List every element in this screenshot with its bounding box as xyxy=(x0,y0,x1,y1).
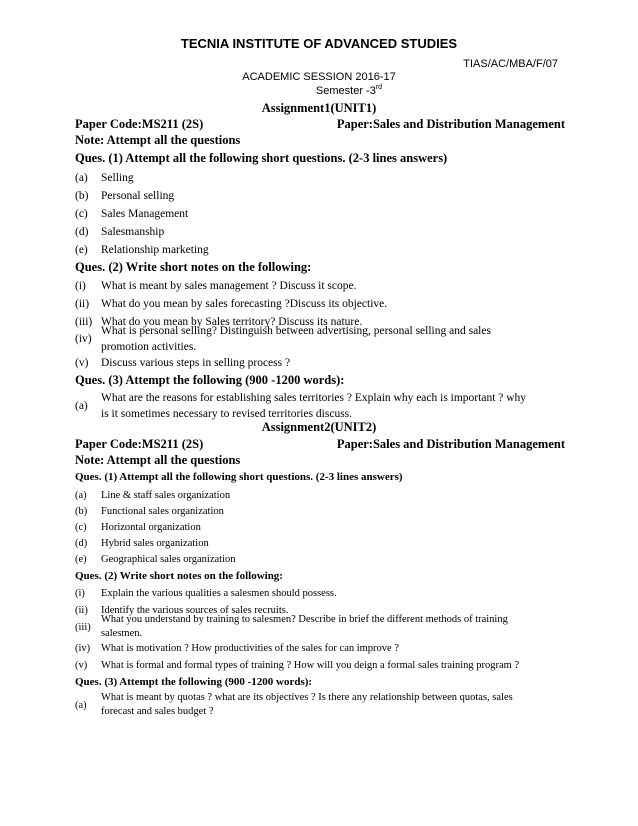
item-text: Selling xyxy=(101,172,134,184)
item-text-line: What you understand by training to salesmen? Describe in brief the different methods of training xyxy=(101,614,508,625)
item-marker: (c) xyxy=(75,522,87,533)
question-heading: Ques. (2) Write short notes on the following: xyxy=(75,570,283,582)
item-marker: (ii) xyxy=(75,605,88,616)
document-code: TIAS/AC/MBA/F/07 xyxy=(463,58,558,70)
item-text-line: is it sometimes necessary to revised territories discuss. xyxy=(101,408,353,420)
item-marker: (d) xyxy=(75,538,88,549)
item-text: Functional sales organization xyxy=(101,506,224,517)
semester-line xyxy=(0,84,638,97)
item-marker: (a) xyxy=(75,172,88,184)
item-text: What is formal and formal types of training ? How will you deign a formal sales training program ? xyxy=(101,660,520,671)
item-text xyxy=(101,691,565,719)
item-marker: (iv) xyxy=(75,643,91,654)
item-marker: (e) xyxy=(75,244,88,256)
list-item xyxy=(75,691,565,719)
item-marker: (b) xyxy=(75,506,88,517)
item-text: Personal selling xyxy=(101,190,175,202)
semester-text: Semester -3 xyxy=(315,85,376,97)
item-text: What is motivation ? How productivities of the sales for can improve ? xyxy=(101,643,400,654)
item-marker: (ii) xyxy=(75,298,90,310)
item-marker: (i) xyxy=(75,280,86,292)
item-marker: (iv) xyxy=(75,333,92,345)
instructions-note: Note: Attempt all the questions xyxy=(75,453,241,467)
item-text: Horizontal organization xyxy=(101,522,201,533)
paper-subject: Paper:Sales and Distribution Management xyxy=(336,437,565,451)
item-text-line: What is personal selling? Distinguish between advertising, personal selling and sales xyxy=(101,325,491,337)
item-text: Identify the various sources of sales recruits. xyxy=(101,605,289,616)
instructions-note: Note: Attempt all the questions xyxy=(75,133,241,147)
item-text-line: promotion activities. xyxy=(101,341,197,353)
question-heading: Ques. (1) Attempt all the following short questions. (2-3 lines answers) xyxy=(75,471,403,483)
item-text-line: What is meant by quotas ? what are its objectives ? Is there any relationship between quotas, sales xyxy=(101,692,513,703)
item-text: Explain the various qualities a salesmen should possess. xyxy=(101,588,337,599)
paper-code: Paper Code:MS211 (2S) xyxy=(75,117,204,131)
item-text: What do you mean by sales forecasting ?Discuss its objective. xyxy=(101,298,388,310)
item-text: Salesmanship xyxy=(101,226,165,238)
assignment-title: Assignment1(UNIT1) xyxy=(261,101,377,115)
item-text: What is meant by sales management ? Discuss it scope. xyxy=(101,280,357,292)
item-marker: (e) xyxy=(75,554,87,565)
question-heading: Ques. (3) Attempt the following (900 -1200 words): xyxy=(75,373,345,387)
item-marker: (d) xyxy=(75,226,89,238)
academic-session: ACADEMIC SESSION 2016-17 xyxy=(242,71,396,83)
item-text xyxy=(101,390,565,422)
item-text xyxy=(101,613,565,641)
item-text xyxy=(101,323,565,355)
item-marker: (v) xyxy=(75,660,88,671)
list-item xyxy=(75,613,565,641)
item-text: Line & staff sales organization xyxy=(101,490,231,501)
question-heading: Ques. (3) Attempt the following (900 -1200 words): xyxy=(75,676,313,688)
question-heading: Ques. (1) Attempt all the following short questions. (2-3 lines answers) xyxy=(75,151,448,165)
paper-subject: Paper:Sales and Distribution Management xyxy=(336,117,565,131)
item-text-line: What are the reasons for establishing sales territories ? Explain why each is important ? why xyxy=(101,392,527,404)
item-text: Discuss various steps in selling process ? xyxy=(101,357,291,369)
item-marker: (i) xyxy=(75,588,85,599)
item-text: Hybrid sales organization xyxy=(101,538,209,549)
item-marker: (iii) xyxy=(75,316,93,328)
item-marker: (a) xyxy=(75,700,87,711)
item-text: Sales Management xyxy=(101,208,189,220)
list-item xyxy=(75,323,565,355)
paper-code: Paper Code:MS211 (2S) xyxy=(75,437,204,451)
item-marker: (iii) xyxy=(75,622,91,633)
item-text-line: salesmen. xyxy=(101,628,143,639)
item-text-line: forecast and sales budget ? xyxy=(101,706,214,717)
semester-superscript: rd xyxy=(375,84,383,91)
item-text: What do you mean by Sales territory? Discuss its nature. xyxy=(101,316,363,328)
assignment-title: Assignment2(UNIT2) xyxy=(261,420,377,434)
item-marker: (a) xyxy=(75,400,88,412)
item-marker: (c) xyxy=(75,208,88,220)
item-marker: (a) xyxy=(75,490,87,501)
item-text: Geographical sales organization xyxy=(101,554,236,565)
list-item xyxy=(75,390,565,422)
institute-title: TECNIA INSTITUTE OF ADVANCED STUDIES xyxy=(180,36,458,51)
question-heading: Ques. (2) Write short notes on the following: xyxy=(75,260,312,274)
item-marker: (b) xyxy=(75,190,89,202)
item-text: Relationship marketing xyxy=(101,244,209,256)
item-marker: (v) xyxy=(75,357,89,369)
